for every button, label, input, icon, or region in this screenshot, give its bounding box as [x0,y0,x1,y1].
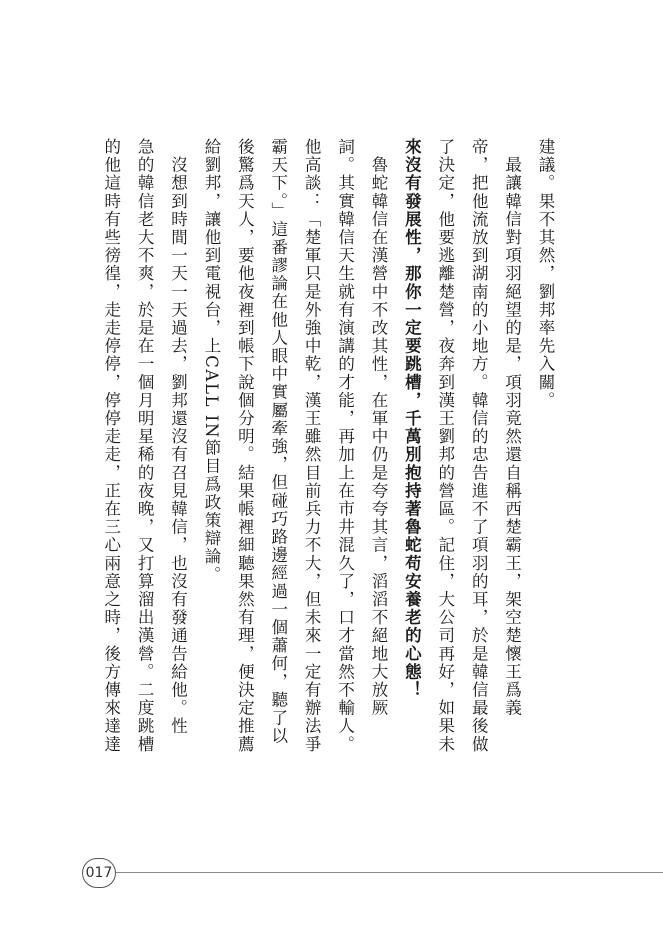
text-column: 建議。果不其然，劉邦率先入關。 [536,138,555,410]
vertical-text-body [92,138,562,778]
text-column: 了決定，他要逃離楚營，夜奔到漢王劉邦的營區。記住，大公司再好，如果未 [435,138,455,754]
text-column: 最讓韓信對項羽絕望的是，項羽竟然還自稱西楚霸王，架空楚懷王爲義 [502,138,522,718]
text-column: 詞。其實韓信天生就有演講的才能，再加上在市井混久了，口才當然不輸人。 [335,138,355,754]
text-column: 霸天下。」這番謬論在他人眼中實屬牽強，但碰巧路邊經過一個蕭何，聽了以 [268,138,288,746]
page-number-badge: 017 [82,858,116,888]
text-column-emphasis: 來沒有發展性，那你一定要跳槽，千萬別抱持著魯蛇苟安養老的心態！ [402,138,422,700]
text-column: 的他這時有些徬徨，走走停停，停停走走，正在三心兩意之時，後方傳來達達 [101,138,121,754]
footer-rule [116,872,663,873]
text-column: 給劉邦，讓他到電視台，上CALL IN節目爲政策辯論。 [201,138,221,584]
text-column: 沒想到時間一天一天過去，劉邦還沒有召見韓信，也沒有發通告給他。性 [168,138,188,736]
text-column: 帝，把他流放到湖南的小地方。韓信的忠告進不了項羽的耳，於是韓信最後做 [469,138,489,754]
text-column: 急的韓信老大不爽，於是在一個月明星稀的夜晚，又打算溜出漢營。二度跳槽 [135,138,155,754]
text-column: 他高談：「楚軍只是外強中乾，漢王雖然目前兵力不大，但未來一定有辦法爭 [302,138,322,754]
text-column: 後驚爲天人，要他夜裡到帳下說個分明。結果帳裡細聽果然有理，便決定推薦 [235,138,255,754]
text-column: 魯蛇韓信在漢營中不改其性，在軍中仍是夸夸其言，滔滔不絕地大放厥 [368,138,388,718]
